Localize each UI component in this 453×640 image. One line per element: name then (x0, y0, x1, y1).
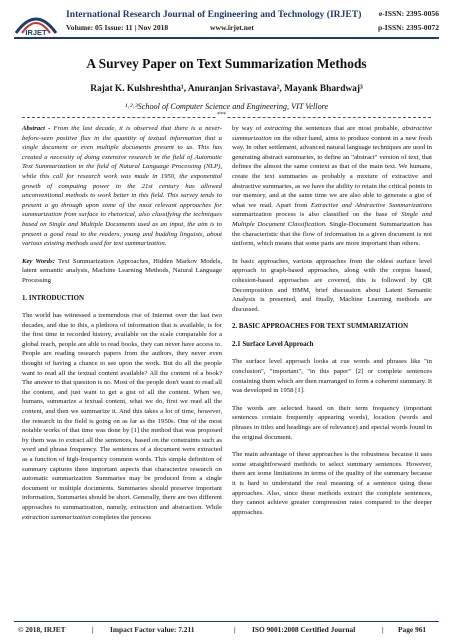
footer-copyright: © 2018, IRJET (18, 625, 66, 634)
surface-level-paragraph-1: The surface level approach looks at cue words and phrases like "in conclusion", "important", "in this paper" [2] or complete sentences containing them which are then rearranged to form a coherent summary. It was developed in 1958 [1]. (232, 358, 432, 395)
abstract-label: Abstract - (22, 125, 51, 132)
e-issn: e-ISSN: 2395-0056 (378, 9, 439, 18)
footer-iso-certification: ISO 9001:2008 Certified Journal (252, 625, 356, 634)
paper-title: A Survey Paper on Text Summarization Methods (86, 56, 367, 71)
section-heading-basic-approaches: 2. BASIC APPROACHES FOR TEXT SUMMARIZATION (232, 323, 409, 331)
footer-page-number: Page 961 (398, 625, 427, 634)
surface-level-paragraph-3: The main advantage of these approaches is the robustness because it uses some straightforward methods to select summary sentences. However, there are some limitations in terms of the quality of the summary because it is hard to understand the real meaning of a sentence using these approaches. Also, since these methods extract the complete sentences, they cannot achieve greater compression rates compared to the deeper approaches. (232, 451, 432, 516)
journal-name: International Research Journal of Engineering and Technology (IRJET) (66, 9, 362, 20)
keywords-text: Text Summarization Approaches, Hidden Markov Models, latent semantic analysis, Machine Learning Methods, Natural Language Processing (22, 257, 222, 284)
volume-issue: Volume: 05 Issue: 11 | Nov 2018 (66, 23, 169, 32)
divider-stars: *** (217, 112, 226, 118)
abstract-text: From the last decade, it is observed that there is a never-before-seen positive flux in the quantity of textual information that a single document or even multiple documents present to us. This has created a necessity of doing extensive research in the field of Automatic Text Summarization in the field of Natural Language Processing (NLP), while this call for research work was made in 1950, the exponential growth of computing power in the 21st century has allowed unconventional methods to work better in this field. This survey tends to present a go through upon some of the most relevant approaches for summarization from surface to rhetorical, also classifying the techniques based on Single and Multiple Documents used as an input, the aim is to present a good read to the readers, young and budding linguists, about various existing methods used for text summarization. (22, 125, 223, 248)
intro-paragraph-continued: by way of extracting the sentences that are most probable, abstractive summarization on the other hand, aims to produce content in a new fresh way. In other settlement, advanced natural language techniques are used in generating abstract summaries, to define an "abstract" version of text, that defines the almost the same context as that of the main text. We humans, create the text summaries as probably a mixture of extractive and abstractive summaries, as we have the ability to retain the critical points in our memory, and at the same time we are also able to generate a gist of what we read. Apart from Extractive and Abstractive Summarizations summarization process is also classified on the base of Single and Multiple Document Classification. Single-Document Summarization has the characteristic that the flow of information in a given document is not uniform, which means that some parts are more important than others. (232, 125, 433, 248)
left-column (22, 124, 222, 530)
intro-paragraph: The world has witnessed a tremendous rise of Internet over the last two decades, and due to this, a plethora of information that is available, is for the first time in recorded history, available on the scale comparable for a global reach, people are able to read books, they can never have access to. People are reading research papers from the authors, they never even thought of having a chance to see upon the work. But do all the people want to read all the textual content available? All the content of a book? The answer to that question is no. Most of the people don't want to read all the content, and just want to get a gist of all the content. When we, humans, summarize a textual content, what we do, first we read all the content, and then we summarize it. And this takes a lot of time, however, the research in the field is going on as far as the 1950s. One of the most notable works of that time was done by [1] the method that was proposed by them was to extract all the sentences, based on the constraints such as word and phrase frequency. The sentences of a document were extracted as a function of high-frequency common words. This simple definition of summary captures three important aspects that characterize research on automatic summarization Summaries may be produced from a single document or multiple documents. Summaries should preserve important information, Summaries should be short. Generally, there are two different approaches to summarization, namely, extraction and abstraction. While extraction summarization completes the process (22, 312, 222, 521)
section-heading-introduction: 1. INTRODUCTION (22, 294, 85, 302)
footer-separator: | (382, 625, 384, 634)
footer-separator: | (234, 625, 236, 634)
surface-level-paragraph-2: The words are selected based on their term frequency (important sentences contain frequently appearing words), location (words and phrases in titles and headings are of relevance) and special words found in the original document. (232, 404, 432, 441)
keywords (22, 257, 222, 286)
paper-authors: Rajat K. Kulshreshtha¹, Anuranjan Srivastava², Mayank Bhardwaj³ (90, 84, 363, 94)
p-issn: p-ISSN: 2395-0072 (378, 23, 439, 32)
journal-header (14, 6, 439, 46)
irjet-logo-icon (14, 7, 58, 37)
header-divider (14, 37, 439, 39)
footer-separator: | (92, 625, 94, 634)
right-column (232, 124, 432, 525)
footer-divider (14, 621, 439, 622)
subsection-heading-surface-level: 2.1 Surface Level Approach (232, 340, 314, 348)
svg-text:IRJET: IRJET (25, 28, 47, 37)
journal-website-link[interactable]: www.irjet.net (210, 23, 254, 32)
author-affiliation: ¹˒²˒³School of Computer Science and Engineering, VIT Vellore (124, 102, 329, 111)
abstract (22, 124, 222, 249)
footer-impact-factor: Impact Factor value: 7.211 (110, 625, 195, 634)
basic-approaches-overview: In basic approaches, various approaches from the oldest surface level approach to graph-based approaches, along with the corpus based, cohesion-based approaches are covered, this is followed by QR Decomposition and HMM, brief discussion about Latent Semantic Analysis is presented, and finally, Machine Learning methods are discussed. (232, 257, 432, 313)
keywords-label: Key Words: (22, 257, 55, 265)
